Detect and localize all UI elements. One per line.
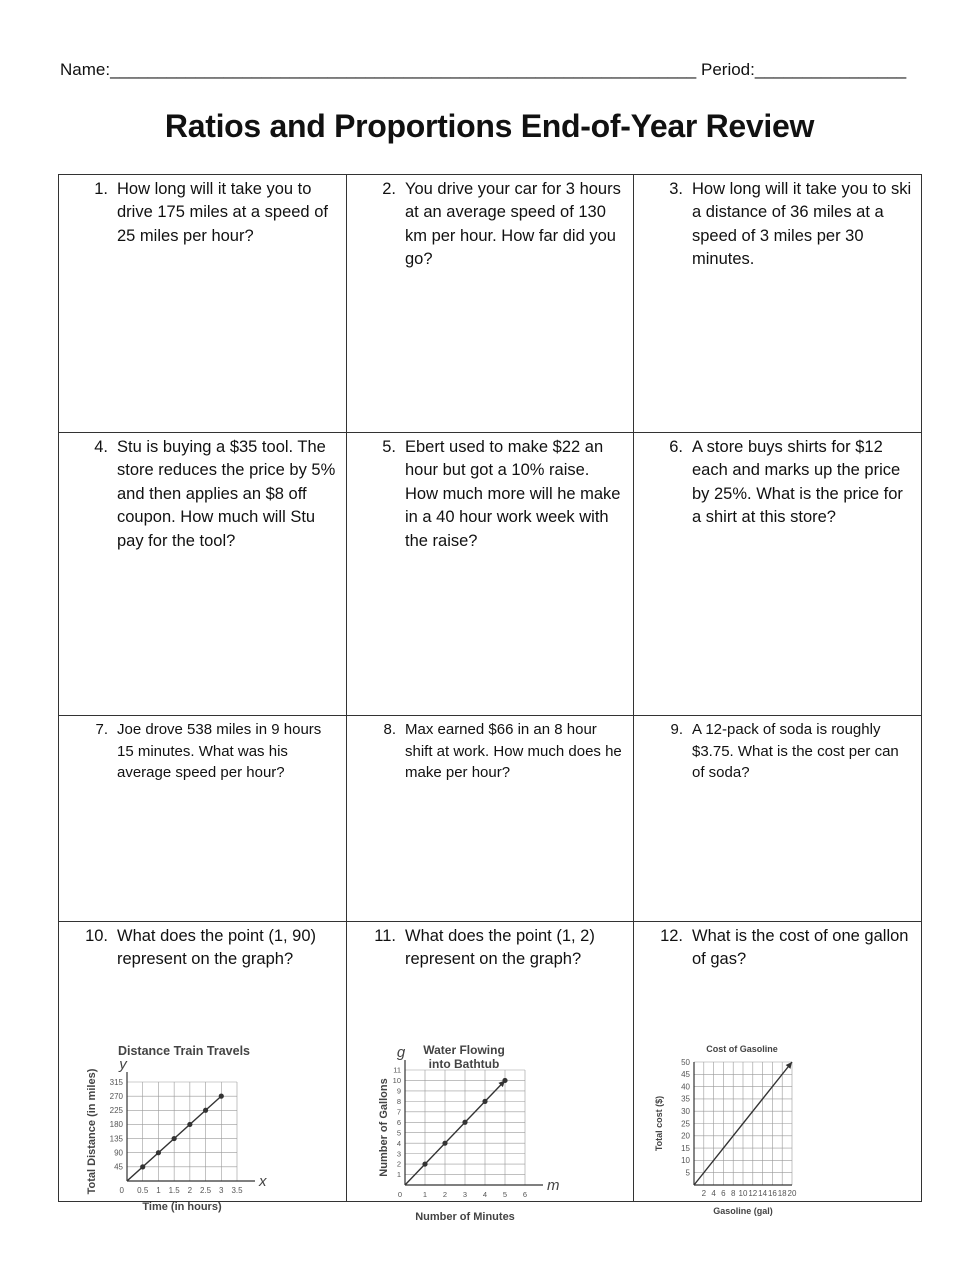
- question-cell-11: [347, 922, 634, 1223]
- y-tick-label: 4: [396, 1138, 401, 1148]
- question-text: How long will it take you to drive 175 miles at a speed of 25 miles per hour?: [117, 180, 328, 245]
- y-tick-label: 2: [396, 1159, 401, 1169]
- x-tick-label: 8: [730, 1189, 736, 1198]
- y-tick-label: 20: [681, 1131, 690, 1141]
- name-label: Name:: [60, 60, 111, 79]
- question-number: 3.: [669, 180, 683, 198]
- question-number: 6.: [669, 438, 683, 456]
- x-tick-label: 10: [738, 1189, 748, 1198]
- x-tick-label: 1.5: [168, 1186, 180, 1195]
- x-axis-letter: x: [259, 1173, 267, 1190]
- chart-title: Cost of Gasoline: [706, 1044, 778, 1054]
- x-tick-label: 2: [187, 1186, 193, 1195]
- period-field[interactable]: ________________: [754, 60, 907, 79]
- x-tick-label: 4: [482, 1190, 488, 1199]
- x-tick-label: 2: [701, 1189, 707, 1198]
- y-tick-label: 8: [396, 1096, 401, 1106]
- y-axis-label: Total cost ($): [654, 1095, 664, 1152]
- student-header: [60, 60, 920, 80]
- question-number: 1.: [94, 180, 108, 198]
- y-tick-label: 315: [109, 1077, 123, 1087]
- x-tick-label: 6: [522, 1190, 528, 1199]
- question-number: 5.: [382, 438, 396, 456]
- question-number: 9.: [670, 721, 683, 738]
- x-tick-label: 0.5: [137, 1186, 149, 1195]
- origin-label: 0: [119, 1186, 124, 1195]
- question-cell-2: [347, 175, 634, 433]
- x-tick-label: 6: [721, 1189, 726, 1198]
- x-tick-label: 12: [748, 1189, 758, 1198]
- question-cell-1: [59, 175, 347, 433]
- y-axis-label: Number of Gallons: [378, 1078, 390, 1177]
- chart-cost-gasoline: [652, 1042, 817, 1217]
- y-tick-label: 5: [396, 1128, 401, 1138]
- x-tick-label: 20: [787, 1189, 797, 1198]
- chart-distance-train: [79, 1042, 289, 1217]
- x-axis-label: Time (in hours): [142, 1201, 222, 1213]
- question-text: How long will it take you to ski a distance of 36 miles at a speed of 3 miles per 30 minutes.: [692, 180, 912, 269]
- y-tick-label: 3: [396, 1149, 401, 1159]
- chart-title-line: Water Flowing: [423, 1043, 505, 1057]
- y-tick-label: 135: [109, 1134, 123, 1144]
- x-tick-label: 3.5: [231, 1186, 243, 1195]
- y-tick-label: 30: [681, 1107, 690, 1116]
- y-axis-letter: y: [119, 1056, 127, 1073]
- question-text: What is the cost of one gallon of gas?: [692, 927, 909, 969]
- chart-title: Distance Train Travels: [117, 1044, 251, 1058]
- y-tick-label: 25: [681, 1119, 690, 1129]
- x-tick-label: 4: [711, 1189, 716, 1198]
- y-axis-label: Total Distance (in miles): [86, 1068, 98, 1195]
- x-axis-letter: m: [547, 1177, 560, 1194]
- data-point: [172, 1136, 177, 1141]
- question-cell-9: [634, 716, 922, 922]
- y-tick-label: 35: [681, 1094, 690, 1104]
- y-tick-label: 10: [392, 1076, 401, 1086]
- question-cell-8: [347, 716, 634, 922]
- data-point: [502, 1078, 507, 1083]
- question-text: A 12-pack of soda is roughly $3.75. What is the cost per can of soda?: [692, 721, 899, 781]
- x-tick-label: 1: [422, 1190, 428, 1199]
- question-text: What does the point (1, 90) represent on the graph?: [117, 927, 317, 969]
- y-tick-label: 1: [396, 1170, 401, 1180]
- x-tick-label: 3: [462, 1190, 468, 1199]
- y-tick-label: 270: [109, 1091, 123, 1101]
- page-title: Ratios and Proportions End-of-Year Review: [164, 108, 815, 144]
- data-point: [156, 1150, 161, 1155]
- question-cell-6: [634, 433, 922, 716]
- question-number: 4.: [94, 438, 108, 456]
- data-point: [203, 1108, 208, 1113]
- question-cell-5: [347, 433, 634, 716]
- y-axis-letter: g: [396, 1044, 406, 1061]
- question-cell-12: [634, 922, 922, 1216]
- question-cell-7: [59, 716, 347, 922]
- x-axis-label: Number of Minutes: [415, 1211, 515, 1223]
- x-tick-label: 2.5: [200, 1186, 212, 1195]
- data-point: [140, 1164, 145, 1169]
- x-tick-label: 3: [219, 1186, 224, 1195]
- y-tick-label: 6: [396, 1117, 401, 1127]
- x-tick-label: 14: [758, 1189, 768, 1198]
- question-cell-10: [59, 922, 347, 1213]
- question-text: A store buys shirts for $12 each and marks up the price by 25%. What is the price for a shirt at this store?: [692, 438, 903, 527]
- x-tick-label: 1: [156, 1186, 161, 1195]
- data-point: [219, 1094, 224, 1099]
- data-point: [422, 1161, 427, 1166]
- y-tick-label: 7: [396, 1107, 401, 1117]
- question-number: 11.: [374, 927, 396, 945]
- question-text: What does the point (1, 2) represent on the graph?: [405, 927, 595, 969]
- question-text: You drive your car for 3 hours at an average speed of 130 km per hour. How far did you go?: [405, 180, 621, 269]
- question-text: Max earned $66 in an 8 hour shift at work. How much does he make per hour?: [405, 721, 622, 781]
- name-field[interactable]: ______________________________________________________________: [110, 60, 697, 79]
- y-tick-label: 9: [396, 1086, 401, 1096]
- y-tick-label: 50: [681, 1057, 690, 1067]
- y-tick-label: 40: [681, 1082, 690, 1092]
- y-tick-label: 15: [681, 1143, 690, 1153]
- question-number: 7.: [95, 721, 108, 738]
- y-tick-label: 45: [114, 1162, 123, 1172]
- question-text: Ebert used to make $22 an hour but got a 10% raise. How much more will he make in a 40 hour work week with the raise?: [405, 438, 621, 550]
- y-tick-label: 10: [681, 1156, 690, 1166]
- x-tick-label: 16: [767, 1189, 777, 1198]
- question-number: 8.: [383, 721, 396, 738]
- data-point: [482, 1099, 487, 1104]
- question-number: 12.: [660, 927, 683, 945]
- question-text: Stu is buying a $35 tool. The store reduces the price by 5% and then applies an $8 off coupon. How much will Stu pay for the tool?: [117, 438, 336, 550]
- y-tick-label: 225: [109, 1106, 123, 1116]
- question-number: 10.: [85, 927, 108, 945]
- question-cell-3: [634, 175, 922, 433]
- period-label: Period:: [701, 60, 755, 79]
- question-grid: [58, 174, 922, 1223]
- x-tick-label: 18: [777, 1189, 787, 1198]
- y-tick-label: 45: [681, 1070, 690, 1080]
- data-point: [187, 1122, 192, 1127]
- question-text: Joe drove 538 miles in 9 hours 15 minutes. What was his average speed per hour?: [117, 721, 322, 781]
- chart-title-line: into Bathtub: [428, 1057, 500, 1071]
- data-point: [442, 1141, 447, 1146]
- question-number: 2.: [382, 180, 396, 198]
- y-tick-label: 11: [393, 1065, 401, 1075]
- y-tick-label: 90: [114, 1148, 123, 1158]
- question-cell-4: [59, 433, 347, 716]
- y-tick-label: 180: [109, 1120, 123, 1130]
- chart-water-bathtub: [375, 1042, 575, 1224]
- data-point: [462, 1120, 467, 1125]
- y-tick-label: 5: [685, 1168, 690, 1178]
- x-tick-label: 5: [502, 1190, 508, 1199]
- origin-label: 0: [397, 1190, 402, 1199]
- x-axis-label: Gasoline (gal): [713, 1206, 773, 1216]
- x-tick-label: 2: [442, 1190, 448, 1199]
